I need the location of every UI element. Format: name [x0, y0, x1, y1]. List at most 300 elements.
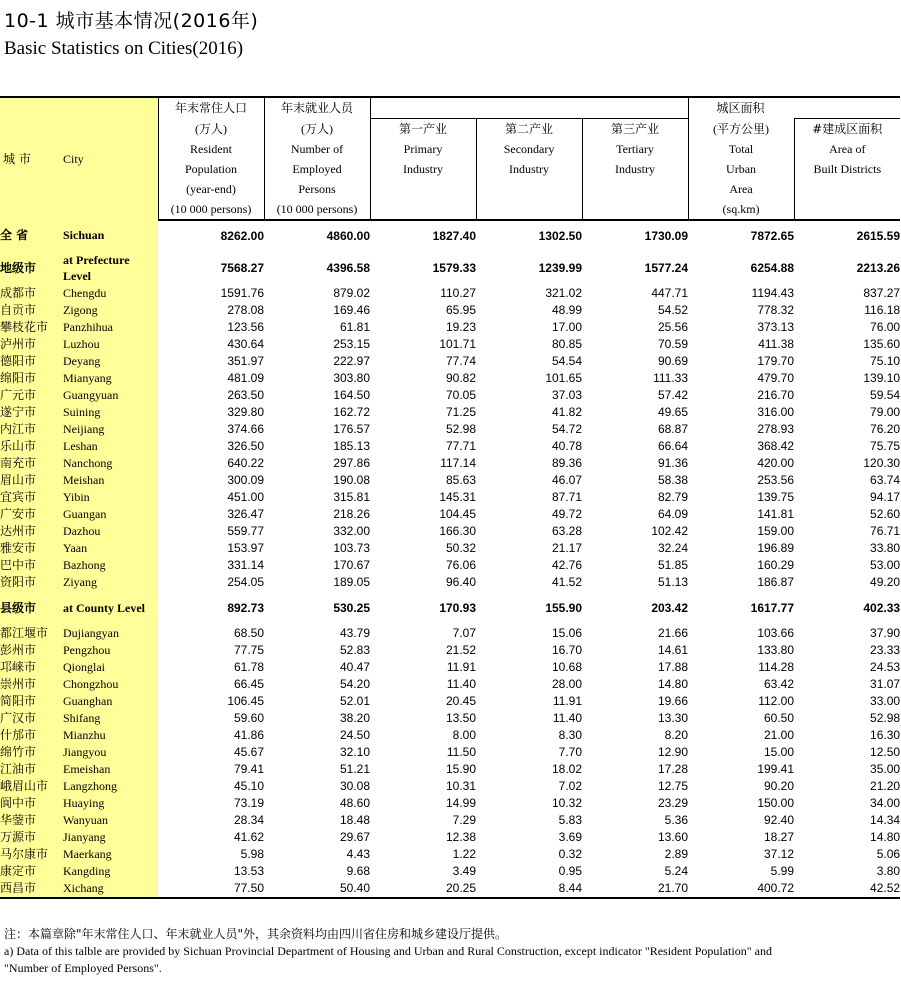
- header-urban-line-4: Urban: [688, 159, 794, 179]
- city-name-en: Kangding: [63, 863, 158, 880]
- secondary-industry-cell: 46.07: [551, 473, 583, 487]
- table-row: [0, 829, 900, 846]
- city-name-cn: 峨眉山市: [0, 778, 63, 795]
- tertiary-industry-cell: 51.85: [658, 558, 689, 572]
- header-industry-group: [370, 97, 688, 119]
- city-name-cn: 地级市: [0, 251, 63, 285]
- table-row: [0, 302, 900, 319]
- secondary-industry-cell: 15.06: [551, 626, 583, 640]
- primary-industry-cell: 145.31: [439, 490, 477, 504]
- city-name-en: Guangan: [63, 506, 158, 523]
- table-row: [0, 727, 900, 744]
- resident-population-cell: 351.97: [227, 354, 265, 368]
- header-blank: [582, 199, 688, 220]
- header-city-en: City: [63, 152, 84, 166]
- primary-industry-cell: 11.40: [446, 677, 477, 691]
- primary-industry-cell: 170.93: [439, 600, 477, 615]
- city-name-cn: 彭州市: [0, 642, 63, 659]
- tertiary-industry-cell: 58.38: [658, 473, 689, 487]
- employed-persons-cell: 185.13: [333, 439, 371, 453]
- primary-industry-cell: 21.52: [445, 643, 477, 657]
- secondary-industry-cell: 49.72: [551, 507, 583, 521]
- city-name-cn: 绵竹市: [0, 744, 63, 761]
- secondary-industry-cell: 1302.50: [538, 228, 583, 243]
- primary-industry-cell: 117.14: [440, 456, 477, 470]
- table-row: [0, 693, 900, 710]
- secondary-industry-cell: 54.72: [551, 422, 583, 436]
- employed-persons-cell: 43.79: [339, 626, 371, 640]
- built-district-area-cell: 21.20: [870, 779, 901, 793]
- city-name-cn: 乐山市: [0, 438, 63, 455]
- city-name-en: Chengdu: [63, 285, 158, 302]
- city-name-en: Panzhihua: [63, 319, 158, 336]
- secondary-industry-cell: 1239.99: [538, 260, 583, 275]
- employed-persons-cell: 50.40: [264, 880, 370, 898]
- city-name-en: Jiangyou: [63, 744, 158, 761]
- city-name-cn: 万源市: [0, 829, 63, 846]
- city-name-en: Jianyang: [63, 829, 158, 846]
- secondary-industry-cell: 8.44: [476, 880, 582, 898]
- resident-population-cell: 7568.27: [220, 260, 265, 275]
- header-city-cell: [0, 97, 158, 220]
- built-district-area-cell: 33.80: [870, 541, 901, 555]
- resident-population-cell: 45.10: [233, 779, 265, 793]
- city-name-cn: 马尔康市: [0, 846, 63, 863]
- secondary-industry-cell: 41.52: [551, 575, 583, 589]
- table-row: [0, 523, 900, 540]
- city-name-en: Emeishan: [63, 761, 158, 778]
- secondary-industry-cell: 41.82: [551, 405, 583, 419]
- built-district-area-cell: 94.17: [870, 490, 901, 504]
- city-name-en: Luzhou: [63, 336, 158, 353]
- header-blank: [582, 179, 688, 199]
- city-name-cn: 简阳市: [0, 693, 63, 710]
- employed-persons-cell: 190.08: [333, 473, 371, 487]
- table-row: [0, 744, 900, 761]
- table-row: [0, 421, 900, 438]
- tertiary-industry-cell: 12.90: [658, 745, 689, 759]
- urban-area-cell: 141.81: [757, 507, 795, 521]
- employed-persons-cell: 30.08: [339, 779, 371, 793]
- header-pop-line-1: 年末常住人口: [158, 97, 264, 119]
- header-tertiary-en-1: Tertiary: [582, 139, 688, 159]
- resident-population-cell: 451.00: [227, 490, 265, 504]
- urban-area-cell: 159.00: [757, 524, 795, 538]
- city-name-cn: 攀枝花市: [0, 319, 63, 336]
- urban-area-cell: 15.00: [764, 745, 795, 759]
- header-blank: [794, 199, 900, 220]
- table-row: [0, 778, 900, 795]
- built-district-area-cell: 49.20: [870, 575, 901, 589]
- header-urban-line-2: (平方公里): [688, 119, 794, 140]
- city-name-cn: 遂宁市: [0, 404, 63, 421]
- header-built-cn: #建成区面积: [794, 119, 900, 140]
- header-blank: [794, 179, 900, 199]
- tertiary-industry-cell: 70.59: [658, 337, 689, 351]
- table-header: [0, 97, 900, 220]
- header-blank: [476, 179, 582, 199]
- built-district-area-cell: 24.53: [870, 660, 901, 674]
- secondary-industry-cell: 16.70: [551, 643, 583, 657]
- primary-industry-cell: 14.99: [445, 796, 477, 810]
- city-name-en: Mianzhu: [63, 727, 158, 744]
- urban-area-cell: 112.00: [758, 694, 795, 708]
- tertiary-industry-cell: 66.64: [658, 439, 689, 453]
- secondary-industry-cell: 321.02: [545, 286, 583, 300]
- city-name-en: Suining: [63, 404, 158, 421]
- primary-industry-cell: 96.40: [445, 575, 477, 589]
- secondary-industry-cell: 5.83: [558, 813, 583, 827]
- city-name-en: Wanyuan: [63, 812, 158, 829]
- primary-industry-cell: 65.95: [445, 303, 477, 317]
- secondary-industry-cell: 28.00: [551, 677, 583, 691]
- tertiary-industry-cell: 8.20: [664, 728, 689, 742]
- table-row: [0, 710, 900, 727]
- employed-persons-cell: 54.20: [339, 677, 371, 691]
- city-name-cn: 全 省: [0, 220, 63, 251]
- header-emp-line-5: Persons: [264, 179, 370, 199]
- urban-area-cell: 60.50: [764, 711, 795, 725]
- footnote-chinese: 注：本篇章除"年末常住人口、年末就业人员"外，其余资料均由四川省住房和城乡建设厅提供。: [4, 927, 508, 941]
- urban-area-cell: 778.32: [757, 303, 795, 317]
- employed-persons-cell: 4396.58: [326, 260, 371, 275]
- employed-persons-cell: 218.26: [333, 507, 371, 521]
- secondary-industry-cell: 63.28: [551, 524, 583, 538]
- employed-persons-cell: 29.67: [339, 830, 371, 844]
- table-row: [0, 336, 900, 353]
- resident-population-cell: 77.75: [233, 643, 265, 657]
- urban-area-cell: 90.20: [764, 779, 795, 793]
- header-urban-line-6: (sq.km): [688, 199, 794, 220]
- city-name-en: Guangyuan: [63, 387, 158, 404]
- city-name-cn: 达州市: [0, 523, 63, 540]
- city-name-en: Zigong: [63, 302, 158, 319]
- urban-area-cell: 6254.88: [750, 260, 795, 275]
- built-district-area-cell: 2213.26: [856, 260, 901, 275]
- resident-population-cell: 28.34: [233, 813, 265, 827]
- primary-industry-cell: 19.23: [445, 320, 477, 334]
- city-name-cn: 阆中市: [0, 795, 63, 812]
- table-row: [0, 557, 900, 574]
- city-name-cn: 广安市: [0, 506, 63, 523]
- summary-row: [0, 251, 900, 285]
- employed-persons-cell: 303.80: [333, 371, 371, 385]
- table-row: [0, 625, 900, 642]
- city-name-cn: 泸州市: [0, 336, 63, 353]
- primary-industry-cell: 50.32: [445, 541, 477, 555]
- resident-population-cell: 59.60: [233, 711, 265, 725]
- table-row: [0, 438, 900, 455]
- header-tertiary-en-2: Industry: [582, 159, 688, 179]
- resident-population-cell: 892.73: [227, 600, 265, 615]
- built-district-area-cell: 34.00: [870, 796, 901, 810]
- urban-area-cell: 1617.77: [750, 600, 795, 615]
- header-urban-line-5: Area: [688, 179, 794, 199]
- resident-population-cell: 430.64: [227, 337, 265, 351]
- built-district-area-cell: 31.07: [870, 677, 901, 691]
- tertiary-industry-cell: 14.80: [658, 677, 689, 691]
- primary-industry-cell: 8.00: [452, 728, 477, 742]
- urban-area-cell: 186.87: [757, 575, 795, 589]
- resident-population-cell: 45.67: [233, 745, 265, 759]
- city-name-cn: 江油市: [0, 761, 63, 778]
- employed-persons-cell: 48.60: [339, 796, 371, 810]
- primary-industry-cell: 1.22: [452, 847, 477, 861]
- resident-population-cell: 153.97: [227, 541, 265, 555]
- built-district-area-cell: 79.00: [870, 405, 901, 419]
- header-pop-line-3: Resident: [158, 139, 264, 159]
- city-name-en: Xichang: [63, 880, 158, 898]
- primary-industry-cell: 70.05: [445, 388, 477, 402]
- tertiary-industry-cell: 51.13: [658, 575, 689, 589]
- resident-population-cell: 481.09: [227, 371, 265, 385]
- city-name-cn: 宜宾市: [0, 489, 63, 506]
- built-district-area-cell: 52.98: [870, 711, 901, 725]
- built-district-area-cell: 63.74: [870, 473, 901, 487]
- header-primary-cn: 第一产业: [370, 119, 476, 140]
- city-name-en: Bazhong: [63, 557, 158, 574]
- resident-population-cell: 13.53: [233, 864, 265, 878]
- header-secondary-en-1: Secondary: [476, 139, 582, 159]
- tertiary-industry-cell: 68.87: [658, 422, 689, 436]
- urban-area-cell: 21.00: [764, 728, 795, 742]
- city-name-cn: 资阳市: [0, 574, 63, 591]
- table-row: [0, 489, 900, 506]
- primary-industry-cell: 110.27: [440, 286, 477, 300]
- built-district-area-cell: 2615.59: [856, 228, 901, 243]
- tertiary-industry-cell: 49.65: [658, 405, 689, 419]
- primary-industry-cell: 11.91: [446, 660, 477, 674]
- urban-area-cell: 63.42: [764, 677, 795, 691]
- employed-persons-cell: 32.10: [339, 745, 371, 759]
- employed-persons-cell: 9.68: [346, 864, 371, 878]
- built-district-area-cell: 12.50: [870, 745, 901, 759]
- city-name-cn: 自贡市: [0, 302, 63, 319]
- resident-population-cell: 5.98: [240, 847, 265, 861]
- urban-area-cell: 316.00: [757, 405, 795, 419]
- built-district-area-cell: 14.34: [870, 813, 901, 827]
- resident-population-cell: 640.22: [227, 456, 265, 470]
- urban-area-cell: 160.29: [757, 558, 795, 572]
- table-row: [0, 574, 900, 591]
- city-name-cn: 南充市: [0, 455, 63, 472]
- primary-industry-cell: 166.30: [439, 524, 477, 538]
- tertiary-industry-cell: 23.29: [658, 796, 689, 810]
- employed-persons-cell: 297.86: [333, 456, 371, 470]
- urban-area-cell: 400.72: [688, 880, 794, 898]
- header-built-en-1: Area of: [794, 139, 900, 159]
- secondary-industry-cell: 18.02: [551, 762, 583, 776]
- employed-persons-cell: 530.25: [333, 600, 371, 615]
- secondary-industry-cell: 8.30: [558, 728, 583, 742]
- resident-population-cell: 278.08: [227, 303, 265, 317]
- secondary-industry-cell: 42.76: [551, 558, 583, 572]
- header-pop-line-4: Population: [158, 159, 264, 179]
- city-name-cn: 西昌市: [0, 880, 63, 898]
- table-row: [0, 812, 900, 829]
- header-primary-en-2: Industry: [370, 159, 476, 179]
- table-row: [0, 455, 900, 472]
- table-row: [0, 642, 900, 659]
- resident-population-cell: 559.77: [227, 524, 265, 538]
- city-name-cn: 县级市: [0, 591, 63, 625]
- primary-industry-cell: 13.50: [445, 711, 477, 725]
- tertiary-industry-cell: 203.42: [651, 600, 689, 615]
- primary-industry-cell: 52.98: [445, 422, 477, 436]
- urban-area-cell: 1194.43: [751, 286, 795, 300]
- urban-area-cell: 411.38: [758, 337, 795, 351]
- urban-area-cell: 18.27: [764, 830, 795, 844]
- table-row: [0, 387, 900, 404]
- footnote-english-line-2: "Number of Employed Persons".: [4, 961, 162, 975]
- primary-industry-cell: 104.45: [439, 507, 477, 521]
- tertiary-industry-cell: 2.89: [664, 847, 689, 861]
- city-name-cn: 康定市: [0, 863, 63, 880]
- primary-industry-cell: 71.25: [445, 405, 477, 419]
- city-name-en: Guanghan: [63, 693, 158, 710]
- employed-persons-cell: 162.72: [333, 405, 371, 419]
- header-city-cn: 城 市: [3, 152, 31, 166]
- tertiary-industry-cell: 21.66: [658, 626, 689, 640]
- city-name-cn: 邛崃市: [0, 659, 63, 676]
- secondary-industry-cell: 40.78: [551, 439, 583, 453]
- tertiary-industry-cell: 91.36: [658, 456, 689, 470]
- employed-persons-cell: 38.20: [339, 711, 371, 725]
- tertiary-industry-cell: 102.42: [651, 524, 689, 538]
- secondary-industry-cell: 37.03: [551, 388, 583, 402]
- tertiary-industry-cell: 1577.24: [644, 260, 689, 275]
- employed-persons-cell: 61.81: [339, 320, 371, 334]
- city-name-cn: 成都市: [0, 285, 63, 302]
- header-emp-line-3: Number of: [264, 139, 370, 159]
- table-row: [0, 540, 900, 557]
- city-name-cn: 绵阳市: [0, 370, 63, 387]
- primary-industry-cell: 12.38: [445, 830, 477, 844]
- primary-industry-cell: 7.07: [452, 626, 477, 640]
- employed-persons-cell: 879.02: [333, 286, 371, 300]
- tertiary-industry-cell: 12.75: [658, 779, 689, 793]
- city-name-en: Ziyang: [63, 574, 158, 591]
- urban-area-cell: 479.70: [757, 371, 795, 385]
- page-title-english: Basic Statistics on Cities(2016): [4, 38, 244, 59]
- summary-row: [0, 591, 900, 625]
- header-urban-line-3: Total: [688, 139, 794, 159]
- secondary-industry-cell: 17.00: [551, 320, 583, 334]
- header-emp-line-1: 年末就业人员: [264, 97, 370, 119]
- urban-area-cell: 420.00: [757, 456, 795, 470]
- city-name-en: at Prefecture Level: [63, 251, 158, 285]
- primary-industry-cell: 20.25: [370, 880, 476, 898]
- built-district-area-cell: 76.71: [870, 524, 901, 538]
- built-district-area-cell: 14.80: [870, 830, 901, 844]
- tertiary-industry-cell: 90.69: [658, 354, 689, 368]
- table-row: [0, 846, 900, 863]
- city-name-en: Deyang: [63, 353, 158, 370]
- employed-persons-cell: 332.00: [333, 524, 371, 538]
- city-name-cn: 都江堰市: [0, 625, 63, 642]
- urban-area-cell: 278.93: [757, 422, 795, 436]
- header-emp-line-4: Employed: [264, 159, 370, 179]
- secondary-industry-cell: 7.02: [558, 779, 583, 793]
- primary-industry-cell: 76.06: [445, 558, 477, 572]
- city-name-cn: 广汉市: [0, 710, 63, 727]
- city-name-cn: 广元市: [0, 387, 63, 404]
- tertiary-industry-cell: 111.33: [653, 371, 689, 385]
- built-district-area-cell: 75.10: [870, 354, 901, 368]
- built-district-area-cell: 837.27: [863, 286, 901, 300]
- urban-area-cell: 199.41: [757, 762, 795, 776]
- primary-industry-cell: 85.63: [445, 473, 477, 487]
- built-district-area-cell: 16.30: [870, 728, 901, 742]
- secondary-industry-cell: 21.17: [551, 541, 583, 555]
- city-name-cn: 眉山市: [0, 472, 63, 489]
- urban-area-cell: 368.42: [757, 439, 795, 453]
- tertiary-industry-cell: 82.79: [658, 490, 689, 504]
- tertiary-industry-cell: 13.30: [658, 711, 689, 725]
- urban-area-cell: 139.75: [757, 490, 795, 504]
- primary-industry-cell: 77.74: [445, 354, 477, 368]
- employed-persons-cell: 164.50: [333, 388, 371, 402]
- built-district-area-cell: 3.80: [876, 864, 901, 878]
- resident-population-cell: 68.50: [233, 626, 265, 640]
- built-district-area-cell: 76.20: [870, 422, 901, 436]
- employed-persons-cell: 222.97: [333, 354, 371, 368]
- header-emp-line-2: (万人): [264, 119, 370, 140]
- city-name-en: Leshan: [63, 438, 158, 455]
- table-row: [0, 795, 900, 812]
- primary-industry-cell: 15.90: [445, 762, 477, 776]
- header-built-en-2: Built Districts: [794, 159, 900, 179]
- secondary-industry-cell: 87.71: [551, 490, 583, 504]
- tertiary-industry-cell: 17.88: [658, 660, 689, 674]
- header-blank: [370, 179, 476, 199]
- urban-area-cell: 5.99: [770, 864, 795, 878]
- employed-persons-cell: 52.01: [339, 694, 371, 708]
- urban-area-cell: 37.12: [764, 847, 795, 861]
- employed-persons-cell: 4.43: [346, 847, 371, 861]
- secondary-industry-cell: 54.54: [551, 354, 583, 368]
- built-district-area-cell: 139.10: [863, 371, 901, 385]
- employed-persons-cell: 18.48: [339, 813, 371, 827]
- secondary-industry-cell: 10.32: [551, 796, 583, 810]
- employed-persons-cell: 24.50: [339, 728, 371, 742]
- city-name-en: Langzhong: [63, 778, 158, 795]
- primary-industry-cell: 101.71: [439, 337, 477, 351]
- secondary-industry-cell: 48.99: [551, 303, 583, 317]
- resident-population-cell: 326.47: [227, 507, 265, 521]
- header-secondary-cn: 第二产业: [476, 119, 582, 140]
- tertiary-industry-cell: 32.24: [658, 541, 689, 555]
- resident-population-cell: 61.78: [233, 660, 265, 674]
- built-district-area-cell: 23.33: [870, 643, 901, 657]
- secondary-industry-cell: 155.90: [545, 600, 583, 615]
- resident-population-cell: 254.05: [227, 575, 265, 589]
- header-emp-line-6: (10 000 persons): [264, 199, 370, 220]
- resident-population-cell: 41.62: [233, 830, 265, 844]
- header-pop-line-6: (10 000 persons): [158, 199, 264, 220]
- table-row: [0, 880, 900, 898]
- header-blank: [476, 199, 582, 220]
- primary-industry-cell: 3.49: [452, 864, 477, 878]
- primary-industry-cell: 1827.40: [432, 228, 477, 243]
- tertiary-industry-cell: 1730.09: [644, 228, 689, 243]
- resident-population-cell: 41.86: [233, 728, 265, 742]
- resident-population-cell: 73.19: [233, 796, 265, 810]
- city-statistics-table: [0, 96, 900, 899]
- employed-persons-cell: 52.83: [339, 643, 371, 657]
- tertiary-industry-cell: 5.36: [664, 813, 689, 827]
- city-name-en: Mianyang: [63, 370, 158, 387]
